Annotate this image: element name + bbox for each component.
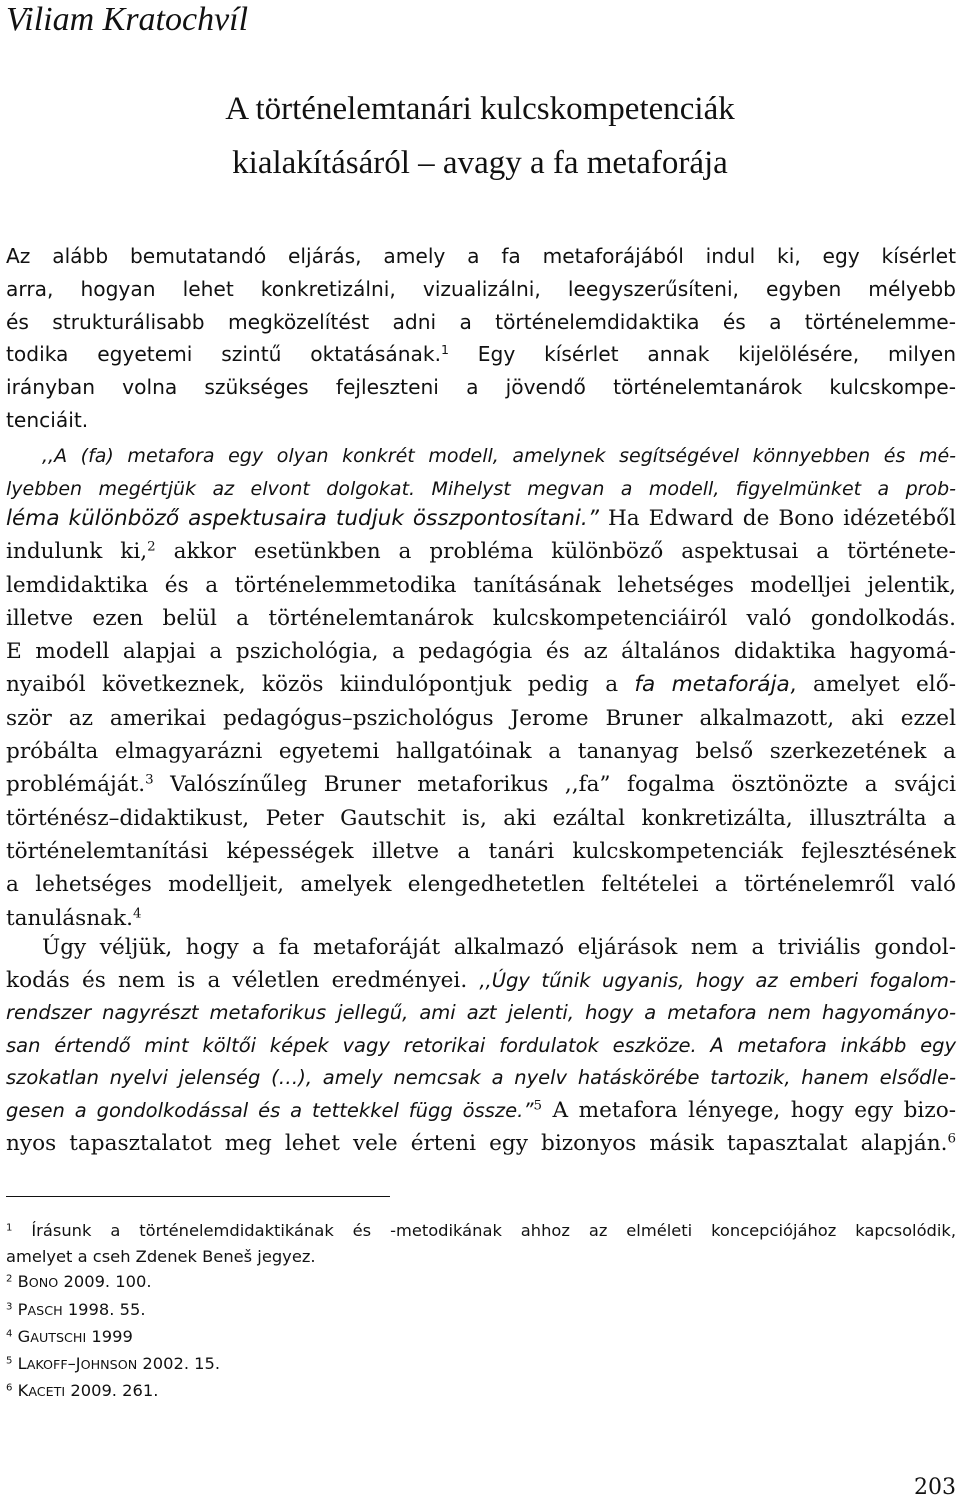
text-line: E modell alapjai a pszichológia, a pedagógia és az általános didaktika hagyomá-	[6, 639, 956, 665]
text-line	[6, 965, 956, 998]
footnote-text: AUTSCHI	[30, 1330, 87, 1345]
text-run: Ha Edward de Bono idézetéből	[598, 506, 957, 531]
emphasis: fa metaforája	[634, 672, 790, 698]
text-line	[6, 668, 956, 701]
text-line	[6, 768, 956, 801]
text-line	[6, 338, 956, 371]
text-run: problémáját.	[6, 772, 146, 798]
footnote-ref[interactable]: 5	[533, 1098, 542, 1114]
footnote-number: 6	[6, 1382, 13, 1394]
text-line: ször az amerikai pedagógus–pszichológus Jerome Bruner alkalmazott, aki ezzel	[6, 705, 956, 731]
text-run: indulunk ki,	[6, 539, 148, 565]
quote-run: szokatlan nyelvi jelenség (…), amely nemcsak a nyelv hatáskörébe tartozik, hanem elsődle-	[6, 1066, 956, 1090]
footnote-text: 1999	[86, 1327, 133, 1346]
text-line: próbálta elmagyarázni egyetemi hallgatóinak a tananyag belső szerkezetének a	[6, 739, 956, 765]
footnote-ref[interactable]: 4	[132, 906, 142, 922]
text-run: todika egyetemi szintű oktatásának.	[6, 342, 442, 367]
quote-run: san értendő mint költői képek vagy retorikai fordulatok eszköze. A metafora inkább egy	[6, 1033, 956, 1057]
footnote-text: OHNSON	[80, 1357, 138, 1372]
footnote-text: L	[17, 1354, 27, 1373]
text-line: illetve ezen belül a történelemtanárok kulcskompetenciáiról való gondolkodás.	[6, 605, 956, 631]
footnote-4	[6, 1325, 956, 1350]
text-run: kodás és nem is a véletlen eredményei.	[6, 967, 480, 993]
footnote-text: AKOFF	[26, 1357, 68, 1372]
footnote-ref[interactable]: 2	[147, 539, 156, 555]
text-run: nyaiból következnek, közös kiindulópontjuk pedig a	[6, 672, 635, 698]
footnote-ref[interactable]: 3	[145, 773, 154, 789]
footnote-text: 1998. 55.	[62, 1300, 146, 1319]
quote-line: lyebben megértjük az elvont dolgokat. Mihelyst megvan a modell, figyelmünket a prob-	[6, 477, 956, 500]
text-line: lemdidaktika és a történelemmetodika tanításának lehetséges modelljei jelentik,	[6, 572, 956, 598]
closing-paragraph	[6, 932, 956, 1160]
quote-run: léma különböző aspektusaira tudjuk összpontosítani.”	[6, 506, 599, 531]
footnote-text: G	[17, 1327, 31, 1346]
text-line	[6, 1128, 956, 1161]
text-line: arra, hogyan lehet konkretizálni, vizualizálni, leegyszerűsíteni, egyben mélyebb	[6, 276, 956, 301]
text-line: Úgy véljük, hogy a fa metaforáját alkalmazó eljárások nem a triviális gondol-	[42, 935, 956, 960]
footnote-text: ASCH	[27, 1303, 63, 1318]
footnote-text: K	[17, 1381, 29, 1400]
text-line	[6, 997, 956, 1030]
text-line: és strukturálisabb megközelítést adni a történelemdidaktika és a történelemme-	[6, 309, 956, 334]
footnote-text: 2002. 15.	[137, 1354, 221, 1373]
footnote-text: ACETI	[28, 1384, 66, 1399]
text-run: A metafora lényege, hogy egy bizo-	[541, 1097, 956, 1123]
intro-paragraph	[6, 240, 956, 437]
text-run: , amelyet elő-	[789, 672, 957, 698]
title-line-2: kialakításáról – avagy a fa metaforája	[232, 145, 728, 181]
footnote-text: –J	[67, 1354, 81, 1373]
footnote-text: P	[17, 1300, 28, 1319]
footnote-separator	[6, 1196, 390, 1197]
footnote-3	[6, 1298, 956, 1323]
footnote-6	[6, 1379, 956, 1404]
footnote-number: 1	[6, 1222, 13, 1234]
footnote-number: 5	[6, 1355, 13, 1367]
footnote-number: 4	[6, 1328, 13, 1340]
quote-run: ,,Úgy tűnik ugyanis, hogy az emberi fogalom-	[479, 968, 956, 992]
text-line: történelemtanítási képességek illetve a tanári kulcskompetenciák fejlesztésének	[6, 838, 956, 864]
footnote-1-cont: amelyet a cseh Zdenek Beneš jegyez.	[6, 1247, 316, 1266]
text-line	[6, 502, 956, 535]
footnote-ref[interactable]: 6	[947, 1131, 956, 1147]
footnote-number: 2	[6, 1273, 13, 1285]
footnote-text: 2009. 100.	[58, 1272, 152, 1291]
text-line	[6, 1095, 956, 1128]
text-line: Az alább bemutatandó eljárás, amely a fa metaforájából indul ki, egy kísérlet	[6, 244, 956, 268]
text-line	[6, 1062, 956, 1095]
text-run: nyos tapasztalatot meg lehet vele érteni egy bizonyos másik tapasztalat alapján.	[6, 1130, 948, 1156]
text-run: Egy kísérlet annak kijelölésére, milyen	[448, 342, 956, 367]
main-paragraph	[6, 502, 956, 935]
text-line: tenciáit.	[6, 407, 89, 432]
text-line: irányban volna szükséges fejleszteni a jövendő történelemtanárok kulcskompe-	[6, 375, 956, 400]
footnote-text: B	[17, 1272, 29, 1291]
footnote-2	[6, 1270, 956, 1295]
footnote-text: Írásunk a történelemdidaktikának és -metodikának ahhoz az elméleti koncepciójához kapcsolódik,	[31, 1221, 956, 1240]
text-line: történész–didaktikust, Peter Gautschit is, aki ezáltal konkretizálta, illusztrálta a	[6, 805, 956, 831]
article-title	[0, 82, 960, 190]
text-line	[6, 535, 956, 568]
footnote-1	[6, 1219, 956, 1243]
footnote-text: ONO	[28, 1275, 59, 1290]
text-run: tanulásnak.	[6, 905, 133, 931]
footnote-ref[interactable]: 1	[441, 342, 449, 358]
footnote-number: 3	[6, 1301, 13, 1313]
quote-run: rendszer nagyrészt metaforikus jellegű, ami azt jelenti, hogy a metafora nem hagyományo-	[6, 1001, 956, 1025]
text-run: akkor esetünkben a probléma különböző aspektusai a története-	[155, 539, 956, 565]
text-run: Valószínűleg Bruner metaforikus ,,fa” fogalma ösztönözte a svájci	[153, 772, 956, 798]
quote-line: ,,A (fa) metafora egy olyan konkrét modell, amelynek segítségével könnyebben és mé-	[42, 445, 956, 467]
author-name: Viliam Kratochvíl	[6, 1, 249, 38]
quote-run: gesen a gondolkodással és a tettekkel függ össze.”	[6, 1098, 534, 1122]
footnote-5	[6, 1352, 956, 1377]
quote-de-bono	[6, 440, 956, 505]
text-line	[6, 1030, 956, 1063]
text-line	[6, 902, 956, 935]
footnote-text: 2009. 261.	[65, 1381, 159, 1400]
text-line: a lehetséges modelljeit, amelyek elengedhetetlen feltételei a történelemről való	[6, 872, 956, 898]
title-line-1: A történelemtanári kulcskompetenciák	[225, 91, 735, 127]
page-number: 203	[914, 1475, 956, 1500]
